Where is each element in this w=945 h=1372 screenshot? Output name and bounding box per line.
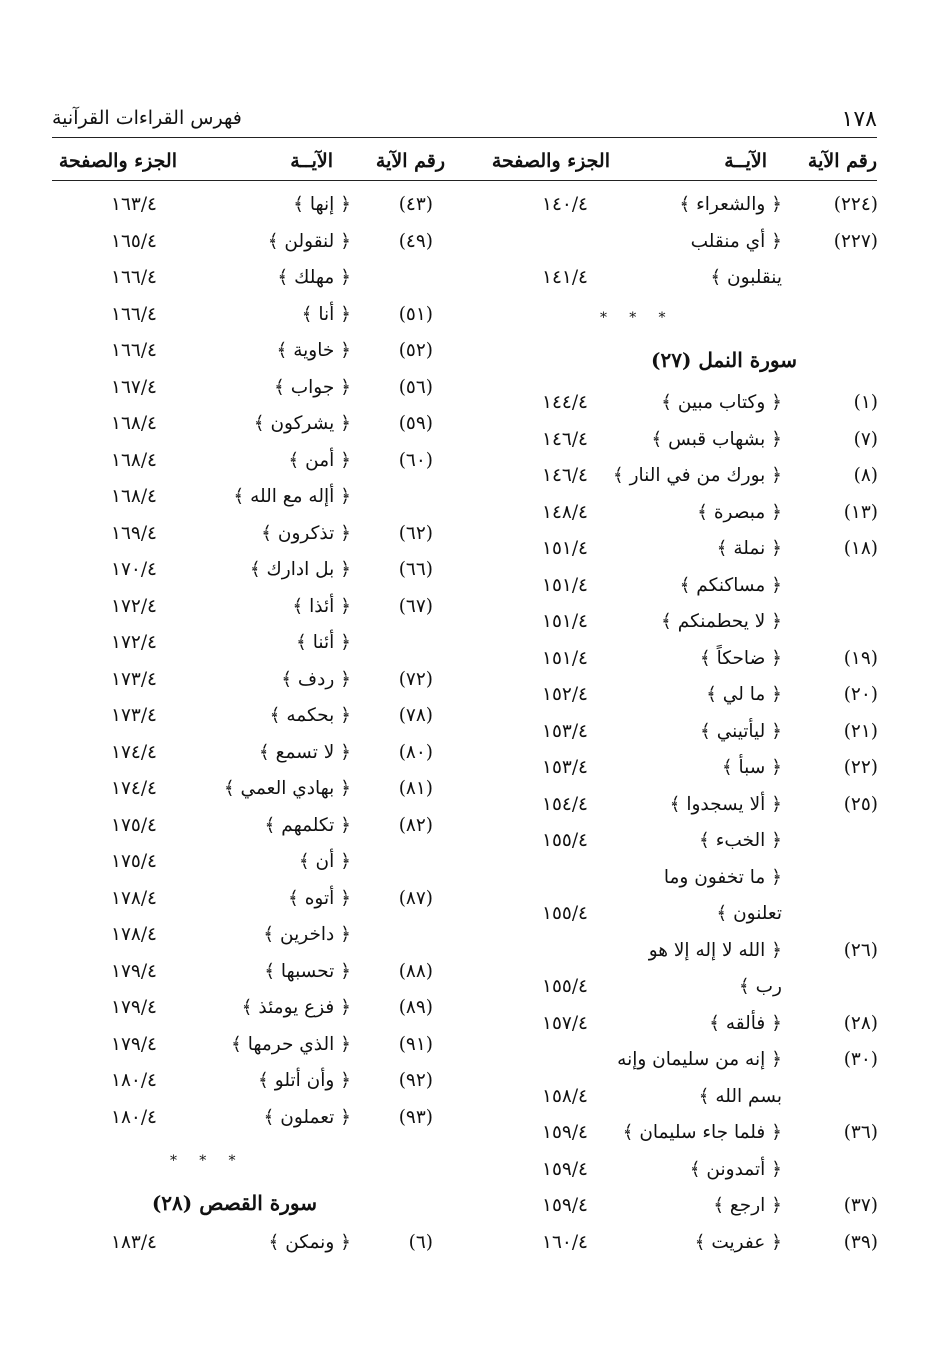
index-row: [55, 340, 433, 372]
ayah-text: ﴿ تحسبها ﴾: [264, 960, 351, 982]
index-row: [55, 523, 433, 555]
index-row: [55, 1034, 433, 1066]
ayah-text: ﴿ ألا يسجدوا ﴾: [669, 793, 782, 815]
juz-page-ref: ١٦٩/٤: [111, 522, 157, 544]
index-row: [500, 903, 878, 935]
ayah-number: (٩٣): [398, 1106, 433, 1128]
index-row: [55, 851, 433, 883]
ayah-text: ﴿ أمن ﴾: [288, 449, 351, 471]
ayah-number: (٢٠): [843, 684, 878, 705]
index-row: [55, 1232, 433, 1264]
index-row: [500, 721, 878, 753]
ayah-number: (١): [853, 392, 878, 413]
juz-page-ref: ١٥٣/٤: [542, 757, 588, 778]
running-title: فهرس القراءات القرآنية: [52, 107, 242, 129]
index-row: [55, 924, 433, 956]
index-row: [500, 1086, 878, 1118]
ayah-text: رب ﴾: [738, 976, 782, 997]
juz-page-ref: ١٦٨/٤: [111, 413, 157, 434]
ayah-text: ﴿ تكلمهم ﴾: [264, 814, 351, 836]
juz-page-ref: ١٧٢/٤: [111, 595, 157, 617]
ayah-number: (١٣): [843, 501, 878, 523]
juz-page-ref: ١٥٢/٤: [542, 684, 588, 705]
header-ayah-number-right: رقم الآية: [807, 150, 877, 172]
index-row: [500, 267, 878, 299]
index-row: [500, 1232, 878, 1264]
juz-page-ref: ١٦٣/٤: [111, 194, 157, 215]
index-row: [55, 413, 433, 445]
juz-page-ref: ١٥٩/٤: [542, 1195, 588, 1216]
ayah-text: ﴿ لنقولن ﴾: [267, 230, 351, 252]
ayah-text: ﴿ يشركون ﴾: [253, 413, 351, 434]
ayah-number: (٢٨): [843, 1012, 878, 1034]
juz-page-ref: ١٧٤/٤: [111, 778, 157, 799]
index-row: [500, 867, 878, 899]
index-row: [55, 486, 433, 518]
juz-page-ref: ١٨٠/٤: [111, 1070, 157, 1091]
ayah-number: (٣٩): [843, 1231, 878, 1253]
ayah-number: (٧): [853, 428, 878, 450]
juz-page-ref: ١٦٨/٤: [111, 449, 157, 471]
section-separator: * * *: [600, 310, 666, 326]
index-row: [55, 632, 433, 664]
ayah-text: ﴿ تعملون ﴾: [263, 1106, 351, 1128]
juz-page-ref: ١٦٦/٤: [111, 340, 157, 361]
ayah-number: (٣٧): [843, 1195, 878, 1216]
juz-page-ref: ١٤٠/٤: [542, 194, 588, 215]
index-row: [500, 830, 878, 862]
surah-title: سورة النمل (٢٧): [651, 348, 797, 372]
ayah-text: ﴿ بل ادارك ﴾: [249, 559, 351, 580]
index-row: [55, 1107, 433, 1139]
juz-page-ref: ١٧٢/٤: [111, 632, 157, 653]
index-row: [500, 575, 878, 607]
ayah-number: (٦): [408, 1232, 433, 1253]
ayah-text: تعلنون ﴾: [716, 903, 782, 924]
juz-page-ref: ١٧٠/٤: [111, 559, 157, 580]
ayah-text: ﴿ أئذا ﴾: [292, 595, 351, 617]
ayah-number: (٧٢): [398, 668, 433, 690]
ayah-text: ﴿ ما لي ﴾: [706, 684, 782, 705]
juz-page-ref: ١٥١/٤: [542, 574, 588, 596]
index-row: [55, 815, 433, 847]
page-number: ١٧٨: [841, 107, 877, 132]
ayah-number: (٨٢): [398, 814, 433, 836]
index-row: [55, 450, 433, 482]
juz-page-ref: ١٥٨/٤: [542, 1085, 588, 1107]
ayah-number: (٩٢): [398, 1070, 433, 1091]
ayah-text: ﴿ خاوية ﴾: [276, 340, 351, 361]
ayah-text: ﴿ ما تخفون وما: [663, 866, 782, 888]
ayah-text: ﴿ بهادي العمي ﴾: [223, 778, 351, 799]
index-row: [500, 684, 878, 716]
ayah-number: (٢٥): [843, 793, 878, 815]
index-row: [500, 465, 878, 497]
ayah-text: ﴿ ردف ﴾: [281, 668, 351, 690]
ayah-number: (٩١): [398, 1033, 433, 1055]
ayah-number: (٨٧): [398, 887, 433, 909]
index-row: [500, 194, 878, 226]
ayah-text: ﴿ بحكمه ﴾: [269, 705, 351, 726]
ayah-text: ﴿ بشهاب قبس ﴾: [651, 428, 782, 450]
header-juz-page-left: الجزء والصفحة: [58, 150, 177, 172]
ayah-text: ﴿ بورك من في النار ﴾: [612, 465, 782, 486]
juz-page-ref: ١٦٥/٤: [111, 230, 157, 252]
ayah-text: ﴿ تذكرون ﴾: [261, 522, 351, 544]
ayah-number: (٢١): [843, 720, 878, 742]
juz-page-ref: ١٦٨/٤: [111, 486, 157, 507]
ayah-text: ﴿ وكتاب مبين ﴾: [661, 392, 782, 413]
surah-title: سورة القصص (٢٨): [151, 1191, 317, 1215]
ayah-number: (٦٠): [398, 449, 433, 471]
header-ayah-left: الآيــة: [290, 150, 333, 172]
index-row: [55, 1070, 433, 1102]
ayah-number: (٨): [853, 465, 878, 486]
ayah-text: ﴿ الذي حرمها ﴾: [230, 1033, 351, 1055]
ayah-number: (٢٢٧): [833, 230, 878, 252]
ayah-text: ﴿ جواب ﴾: [274, 376, 351, 398]
index-row: [55, 267, 433, 299]
ayah-number: (٥٦): [398, 376, 433, 398]
ayah-text: ﴿ أئنا ﴾: [296, 632, 351, 653]
ayah-text: ﴿ فزع يومئذ ﴾: [241, 997, 351, 1018]
header-ayah-right: الآيــة: [724, 150, 767, 172]
ayah-text: ﴿ أإله مع الله ﴾: [233, 486, 351, 507]
juz-page-ref: ١٧٩/٤: [111, 1033, 157, 1055]
header-juz-page-right: الجزء والصفحة: [491, 150, 610, 172]
ayah-text: ﴿ مساكنكم ﴾: [679, 574, 782, 596]
ayah-text: ﴿ ونمكن ﴾: [268, 1232, 351, 1253]
ayah-number: (٢٦): [843, 939, 878, 961]
juz-page-ref: ١٧٣/٤: [111, 705, 157, 726]
juz-page-ref: ١٨٠/٤: [111, 1106, 157, 1128]
ayah-text: ﴿ مهلك ﴾: [277, 267, 351, 288]
ayah-text: ﴿ نملة ﴾: [716, 538, 782, 559]
ayah-number: (٦٧): [398, 595, 433, 617]
juz-page-ref: ١٥٩/٤: [542, 1122, 588, 1143]
ayah-text: ﴿ أتوه ﴾: [288, 887, 351, 909]
juz-page-ref: ١٤٦/٤: [542, 465, 588, 486]
juz-page-ref: ١٦٧/٤: [111, 376, 157, 398]
juz-page-ref: ١٧٨/٤: [111, 887, 157, 909]
index-row: [500, 1122, 878, 1154]
ayah-text: بسم الله ﴾: [698, 1085, 782, 1107]
juz-page-ref: ١٧٨/٤: [111, 924, 157, 945]
ayah-text: ﴿ داخرين ﴾: [263, 924, 351, 945]
index-row: [500, 1013, 878, 1045]
ayah-number: (٥١): [398, 303, 433, 325]
juz-page-ref: ١٦٦/٤: [111, 303, 157, 325]
juz-page-ref: ١٦٦/٤: [111, 267, 157, 288]
juz-page-ref: ١٤٨/٤: [542, 501, 588, 523]
index-row: [55, 888, 433, 920]
index-row: [500, 538, 878, 570]
ayah-text: ﴿ الله لا إله إلا هو: [648, 939, 782, 961]
index-row: [500, 429, 878, 461]
ayah-number: (٣٦): [843, 1122, 878, 1143]
index-row: [500, 794, 878, 826]
index-row: [55, 742, 433, 774]
ayah-number: (٢٢٤): [833, 194, 878, 215]
juz-page-ref: ١٥٥/٤: [542, 976, 588, 997]
ayah-text: ﴿ عفريت ﴾: [694, 1231, 782, 1253]
ayah-number: (٨٩): [398, 997, 433, 1018]
juz-page-ref: ١٤١/٤: [542, 267, 588, 288]
ayah-number: (٨٠): [398, 741, 433, 763]
index-row: [55, 997, 433, 1029]
juz-page-ref: ١٦٠/٤: [542, 1231, 588, 1253]
juz-page-ref: ١٤٤/٤: [542, 392, 588, 413]
ayah-text: ﴿ لا يحطمنكم ﴾: [661, 611, 782, 632]
index-row: [500, 1049, 878, 1081]
ayah-text: ينقلبون ﴾: [710, 267, 782, 288]
ayah-number: (٧٨): [398, 705, 433, 726]
index-row: [55, 559, 433, 591]
ayah-number: (٥٢): [398, 340, 433, 361]
index-row: [55, 304, 433, 336]
juz-page-ref: ١٤٦/٤: [542, 428, 588, 450]
index-row: [55, 194, 433, 226]
juz-page-ref: ١٧٩/٤: [111, 997, 157, 1018]
index-row: [500, 976, 878, 1008]
juz-page-ref: ١٧٤/٤: [111, 741, 157, 763]
ayah-number: (٥٩): [398, 413, 433, 434]
juz-page-ref: ١٥٥/٤: [542, 830, 588, 851]
juz-page-ref: ١٥٩/٤: [542, 1158, 588, 1180]
index-row: [500, 611, 878, 643]
index-row: [55, 231, 433, 263]
index-row: [500, 392, 878, 424]
ayah-text: ﴿ فلما جاء سليمان ﴾: [622, 1122, 782, 1143]
index-row: [500, 502, 878, 534]
ayah-number: (٤٣): [398, 194, 433, 215]
ayah-text: ﴿ ليأتيني ﴾: [699, 720, 782, 742]
ayah-text: ﴿ ضاحكاً ﴾: [699, 647, 782, 669]
juz-page-ref: ١٨٣/٤: [111, 1232, 157, 1253]
ayah-text: ﴿ أنا ﴾: [301, 303, 351, 325]
ayah-text: ﴿ وأن أتلو ﴾: [258, 1070, 351, 1091]
ayah-number: (٦٦): [398, 559, 433, 580]
ayah-text: ﴿ إنها ﴾: [293, 194, 351, 215]
juz-page-ref: ١٥٤/٤: [542, 793, 588, 815]
juz-page-ref: ١٧٩/٤: [111, 960, 157, 982]
ayah-text: ﴿ أي منقلب: [690, 230, 782, 252]
ayah-text: ﴿ مبصرة ﴾: [697, 501, 782, 523]
ayah-text: ﴿ سبأ ﴾: [721, 757, 782, 778]
header-ayah-number-left: رقم الآية: [375, 150, 445, 172]
ayah-number: (١٩): [843, 647, 878, 669]
index-row: [500, 757, 878, 789]
ayah-number: (٣٠): [843, 1049, 878, 1070]
juz-page-ref: ١٧٣/٤: [111, 668, 157, 690]
index-row: [55, 961, 433, 993]
ayah-number: (١٨): [843, 538, 878, 559]
ayah-text: ﴿ إنه من سليمان وإنه: [617, 1049, 782, 1070]
running-head: [52, 101, 877, 138]
index-row: [55, 705, 433, 737]
ayah-text: ﴿ الخبء ﴾: [698, 830, 782, 851]
juz-page-ref: ١٥٧/٤: [542, 1012, 588, 1034]
juz-page-ref: ١٥١/٤: [542, 611, 588, 632]
section-separator: * * *: [170, 1153, 236, 1169]
index-row: [55, 778, 433, 810]
ayah-number: (٨١): [398, 778, 433, 799]
juz-page-ref: ١٥١/٤: [542, 538, 588, 559]
index-row: [500, 1159, 878, 1191]
index-row: [55, 596, 433, 628]
header-divider: [52, 180, 877, 181]
ayah-text: ﴿ أتمدونن ﴾: [689, 1158, 782, 1180]
ayah-number: (٦٢): [398, 522, 433, 544]
ayah-number: (٢٢): [843, 757, 878, 778]
juz-page-ref: ١٧٥/٤: [111, 814, 157, 836]
ayah-number: (٨٨): [398, 960, 433, 982]
ayah-number: (٤٩): [398, 230, 433, 252]
index-row: [500, 648, 878, 680]
index-row: [500, 1195, 878, 1227]
ayah-text: ﴿ والشعراء ﴾: [679, 194, 782, 215]
index-row: [55, 669, 433, 701]
juz-page-ref: ١٥٣/٤: [542, 720, 588, 742]
ayah-text: ﴿ لا تسمع ﴾: [258, 741, 351, 763]
ayah-text: ﴿ ارجع ﴾: [713, 1195, 782, 1216]
ayah-text: ﴿ فألقه ﴾: [709, 1012, 782, 1034]
juz-page-ref: ١٥٥/٤: [542, 903, 588, 924]
index-row: [500, 231, 878, 263]
juz-page-ref: ١٧٥/٤: [111, 851, 157, 872]
juz-page-ref: ١٥١/٤: [542, 647, 588, 669]
ayah-text: ﴿ أن ﴾: [298, 851, 351, 872]
index-row: [500, 940, 878, 972]
index-row: [55, 377, 433, 409]
